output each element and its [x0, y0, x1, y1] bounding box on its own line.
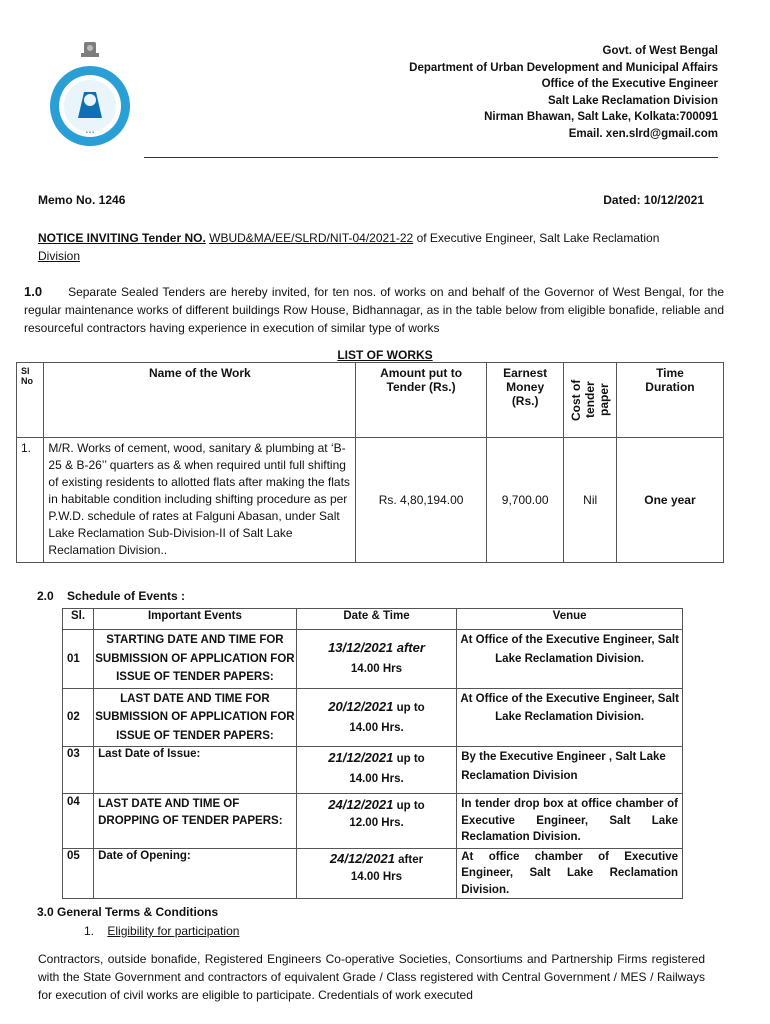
header-divider: [144, 157, 718, 158]
sched-date-suffix: up to: [396, 800, 425, 812]
col-name: Name of the Work: [44, 363, 356, 438]
table-row: [63, 794, 683, 849]
col-sched-date: Date & Time: [296, 609, 457, 630]
header-line-address: Nirman Bhawan, Salt Lake, Kolkata:700091: [484, 111, 718, 123]
sched-time: 12.00 Hrs.: [349, 817, 404, 829]
sched-venue: At office chamber of Executive Engineer, Salt Lake Reclamation Division.: [457, 848, 683, 899]
col-duration: Time Duration: [616, 363, 723, 438]
sched-date: 24/12/2021: [328, 797, 394, 812]
work-name: M/R. Works of cement, wood, sanitary & plumbing at ‘B-25 & B-26’’ quarters as & when required until full shifting of existing residents to allotted flats after making the flats in habitable condition including shifting procedure as per P.W.D. schedule of rates at Falguni Abasan, under Salt Lake Reclamation Sub-Division-II of Salt Lake Reclamation Division..: [44, 438, 356, 563]
sched-date: 24/12/2021: [329, 850, 395, 866]
notice-reference: WBUD&MA/EE/SLRD/NIT-04/2021-22: [209, 231, 414, 245]
eligibility-title: Eligibility for participation: [107, 924, 240, 938]
sched-date: 20/12/2021: [328, 698, 394, 714]
sched-sl: 01: [63, 630, 94, 689]
eligibility-heading: [84, 924, 239, 938]
col-cost: Cost of tender paper: [569, 378, 612, 421]
memo-number: Memo No. 1246: [38, 193, 126, 207]
works-header-row: [17, 363, 724, 438]
sched-sl: 02: [63, 688, 94, 747]
sched-venue: At Office of the Executive Engineer, Salt Lake Reclamation Division.: [457, 630, 683, 689]
section-2-title: 2.0 Schedule of Events :: [37, 589, 186, 603]
work-cost: Nil: [564, 438, 616, 563]
sched-date-suffix: up to: [396, 701, 425, 714]
col-sched-event: Important Events: [94, 609, 297, 630]
sched-event: STARTING DATE AND TIME FOR SUBMISSION OF APPLICATION FOR ISSUE OF TENDER PAPERS:: [94, 630, 297, 689]
sched-date-suffix: up to: [396, 753, 425, 765]
sched-venue: In tender drop box at office chamber of Executive Engineer, Salt Lake Reclamation Division.: [457, 794, 683, 849]
sched-date-suffix: after: [398, 853, 424, 866]
government-logo: [48, 40, 132, 150]
section-1-paragraph: [24, 283, 724, 337]
work-earnest: 9,700.00: [486, 438, 564, 563]
col-sched-sl: Sl.: [63, 609, 94, 630]
work-sl: 1.: [17, 438, 44, 563]
work-amount: Rs. 4,80,194.00: [356, 438, 487, 563]
sched-event: LAST DATE AND TIME FOR SUBMISSION OF APPLICATION FOR ISSUE OF TENDER PAPERS:: [94, 688, 297, 747]
header-line-email: Email. xen.slrd@gmail.com: [568, 127, 718, 140]
section-3-title: 3.0 General Terms & Conditions: [37, 905, 219, 919]
header-line-division: Salt Lake Reclamation Division: [547, 94, 718, 107]
col-earnest: Earnest Money (Rs.): [486, 363, 564, 438]
sched-date: 13/12/2021 after: [328, 640, 425, 655]
header-line-department: Department of Urban Development and Municipal Affairs: [409, 61, 718, 74]
table-row: [63, 688, 683, 747]
header-line-office: Office of the Executive Engineer: [541, 78, 718, 90]
col-sched-venue: Venue: [457, 609, 683, 630]
schedule-header-row: [63, 609, 683, 630]
office-header: [409, 43, 718, 142]
col-sl: Sl No: [17, 363, 44, 438]
sched-event: LAST DATE AND TIME OF DROPPING OF TENDER PAPERS:: [94, 794, 297, 849]
table-row: [63, 848, 683, 899]
works-table: [16, 362, 724, 563]
eligibility-paragraph: Contractors, outside bonafide, Registered Engineers Co-operative Societies, Consortiums and Partnership Firms registered with the State Government and contractors of equivalent Grade / Class registered with Central Government / MES / Railways for execution of civil works are eligible to participate. Credentials of work executed: [38, 952, 705, 1002]
sched-time: 14.00 Hrs: [350, 663, 403, 675]
col-amount: Amount put to Tender (Rs.): [356, 363, 487, 438]
svg-text:• • •: • • •: [85, 130, 95, 136]
eligibility-number: 1.: [84, 924, 95, 938]
ashoka-emblem-icon: [81, 42, 99, 57]
table-row: [63, 630, 683, 689]
section-1-text: Separate Sealed Tenders are hereby invited, for ten nos. of works on and behalf of the Governor of West Bengal, for the regular maintenance works of different buildings Row House, Bidhannagar, as in the table below from eligible bonafide, reliable and resourceful contractors having experience in execution of similar type of works: [24, 285, 724, 335]
sched-time: 14.00 Hrs.: [349, 721, 404, 734]
notice-issuer: of Executive Engineer, Salt Lake Reclamation: [416, 231, 660, 245]
table-row: [17, 438, 724, 563]
sched-event: Last Date of Issue:: [94, 747, 297, 794]
notice-issuer-cont: Division: [38, 249, 81, 263]
work-duration: One year: [616, 438, 723, 563]
notice-title: [38, 229, 718, 265]
sched-venue: By the Executive Engineer , Salt Lake Reclamation Division: [457, 747, 683, 794]
notice-heading: NOTICE INVITING Tender NO.: [38, 231, 206, 245]
section-1-number: 1.0: [24, 284, 43, 299]
table-row: [63, 747, 683, 794]
sched-date: 21/12/2021: [328, 750, 394, 765]
sched-sl: 05: [63, 848, 94, 899]
header-line-govt: Govt. of West Bengal: [602, 45, 718, 57]
sched-venue: At Office of the Executive Engineer, Salt Lake Reclamation Division.: [457, 688, 683, 747]
sched-event: Date of Opening:: [94, 848, 297, 899]
memo-date: Dated: 10/12/2021: [603, 193, 704, 207]
schedule-table: [62, 608, 683, 899]
sched-sl: 03: [63, 747, 94, 794]
sched-time: 14.00 Hrs: [350, 870, 403, 883]
sched-time: 14.00 Hrs.: [349, 773, 404, 785]
list-of-works-title: LIST OF WORKS: [337, 348, 433, 362]
sched-sl: 04: [63, 794, 94, 849]
